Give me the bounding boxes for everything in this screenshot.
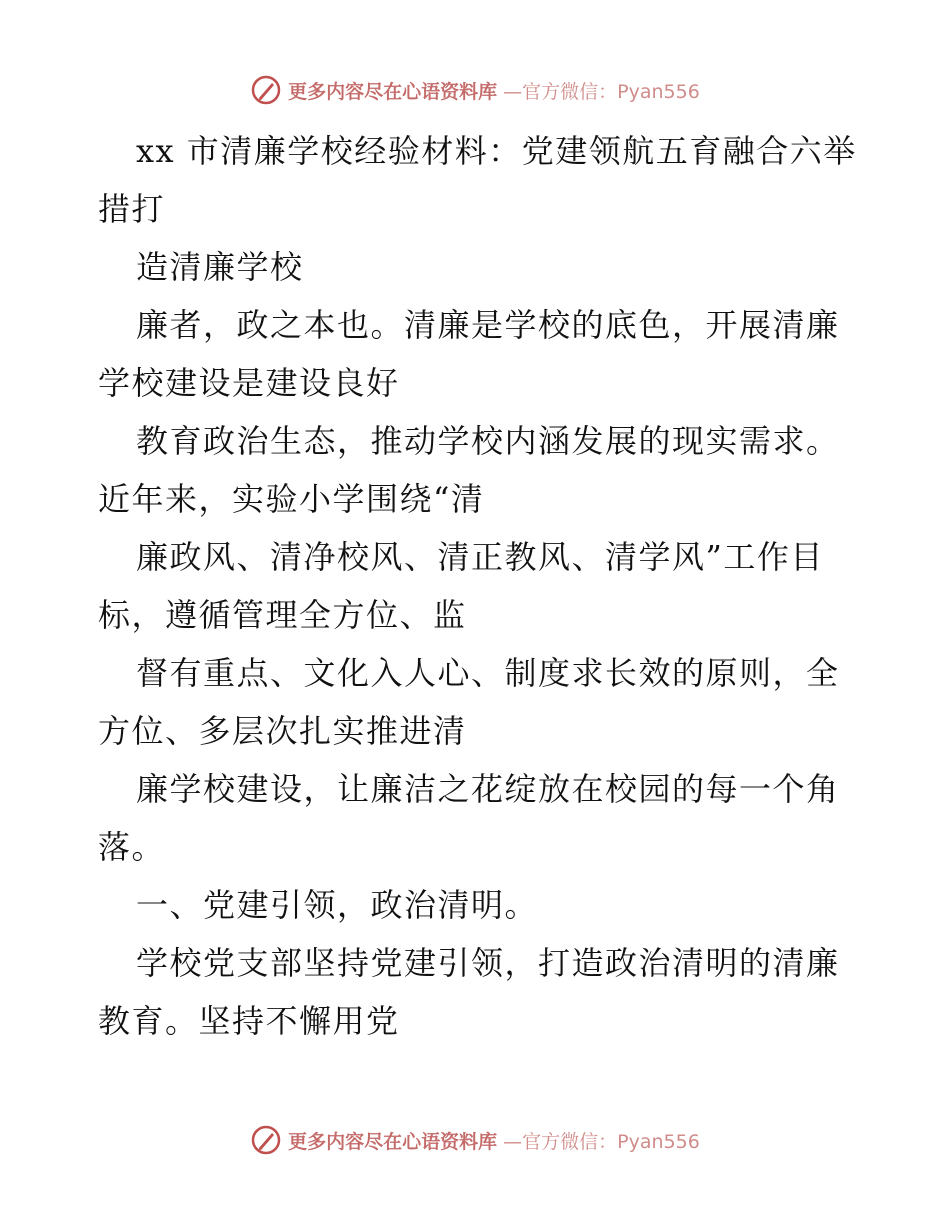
paragraph: 廉政风、清净校风、清正教风、清学风”工作目标，遵循管理全方位、监 (98, 538, 824, 634)
paragraph: 廉学校建设，让廉洁之花绽放在校园的每一个角落。 (98, 770, 840, 866)
paragraph: 学校党支部坚持党建引领，打造政治清明的清廉教育。坚持不懈用党 (98, 944, 840, 1040)
paragraph: 督有重点、文化入人心、制度求长效的原则，全方位、多层次扎实推进清 (98, 654, 840, 750)
paragraph: 廉者，政之本也。清廉是学校的底色，开展清廉学校建设是建设良好 (98, 306, 840, 402)
watermark-prefix: 更多内容尽在心语资料库 (288, 80, 498, 103)
watermark-banner-top (250, 74, 700, 106)
watermark-banner-bottom (250, 1124, 700, 1156)
section-heading: 一、党建引领，政治清明。 (136, 886, 539, 924)
document-body (98, 122, 858, 1050)
watermark-suffix: —官方微信：Pyan556 (503, 1130, 700, 1153)
paragraph: xx 市清廉学校经验材料：党建领航五育融合六举措打 (98, 132, 857, 228)
watermark-suffix: —官方微信：Pyan556 (503, 80, 700, 103)
paragraph: 教育政治生态，推动学校内涵发展的现实需求。近年来，实验小学围绕“清 (98, 422, 840, 518)
page-footer (0, 1122, 950, 1158)
paragraph: 造清廉学校 (136, 248, 304, 286)
watermark-prefix: 更多内容尽在心语资料库 (288, 1130, 498, 1153)
quill-pen-logo-icon (250, 74, 282, 106)
page-header (0, 72, 950, 108)
quill-pen-logo-icon (250, 1124, 282, 1156)
